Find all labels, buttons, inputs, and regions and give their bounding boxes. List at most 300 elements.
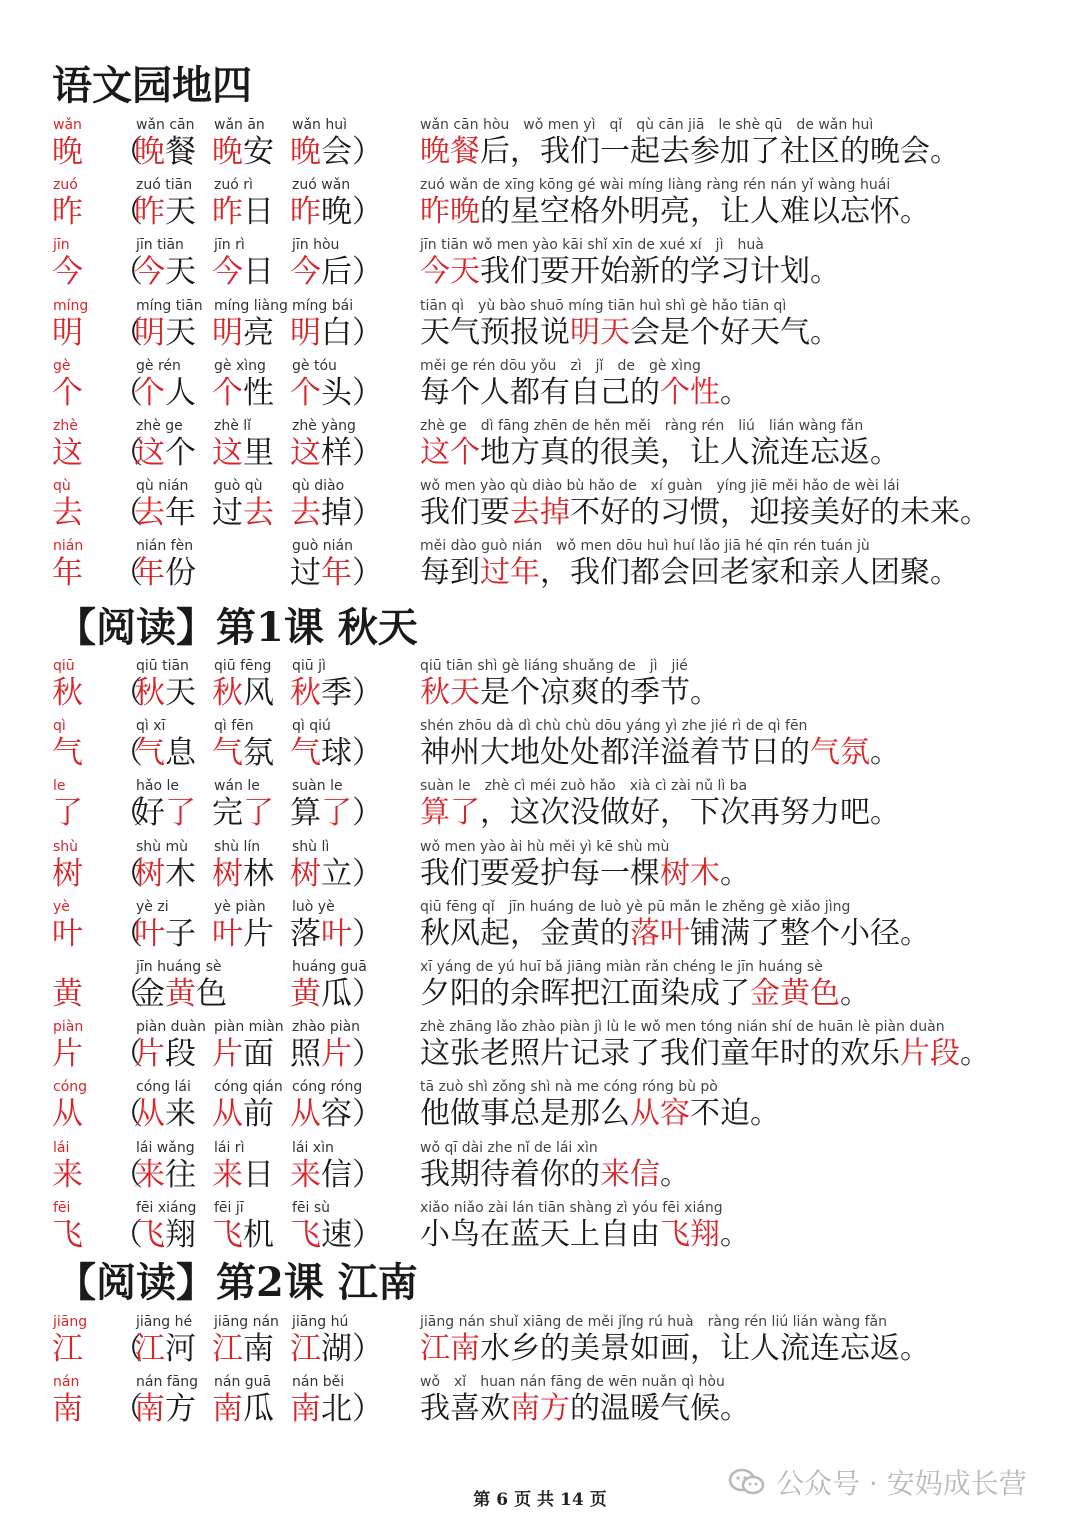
word-pinyin: jīn rì xyxy=(214,237,245,253)
close-paren: ） xyxy=(352,1217,383,1253)
example-sentence xyxy=(420,1327,930,1371)
word-pinyin: cóng róng xyxy=(292,1079,363,1095)
word-pinyin: jiāng nán xyxy=(214,1314,279,1330)
word-pinyin: wán le xyxy=(214,778,260,794)
word-pinyin: gè xìng xyxy=(214,358,266,374)
vocab-row xyxy=(0,717,1080,777)
target-character: 树 xyxy=(52,856,83,892)
word-pinyin: cóng lái xyxy=(136,1079,191,1095)
sentence-highlight: 树木 xyxy=(660,856,720,891)
close-paren: ） xyxy=(352,254,383,290)
sentence-highlight: 过年 xyxy=(480,555,540,590)
vocab-word: 个头 xyxy=(290,375,352,411)
target-character: 南 xyxy=(52,1391,83,1427)
word-pinyin: fēi sù xyxy=(292,1200,331,1216)
vocab-word: 去年 xyxy=(134,495,196,531)
vocab-word: 从前 xyxy=(212,1096,274,1132)
sentence-pinyin: wǎn cān hòu wǒ men yì qǐ qù cān jiā le shè qū de wǎn huì xyxy=(420,117,874,133)
example-sentence xyxy=(420,731,900,775)
vocab-word: 从容 xyxy=(290,1096,352,1132)
vocab-word: 江湖 xyxy=(290,1331,352,1367)
sentence-pinyin: zhè zhāng lǎo zhào piàn jì lù le wǒ men tóng nián shí de huān lè piàn duàn xyxy=(420,1019,945,1035)
close-paren: ） xyxy=(352,976,383,1012)
sentence-pinyin: zuó wǎn de xīng kōng gé wài míng liàng ràng rén nán yǐ wàng huái xyxy=(420,177,891,193)
open-paren: （ xyxy=(112,375,143,411)
vocab-word: 个性 xyxy=(212,375,274,411)
vocab-word: 气氛 xyxy=(212,735,274,771)
sentence-pinyin: qiū fēng qǐ jīn huáng de luò yè pū mǎn le zhěng gè xiǎo jìng xyxy=(420,899,851,915)
open-paren: （ xyxy=(112,194,143,230)
char-pinyin: lái xyxy=(53,1140,70,1156)
open-paren: （ xyxy=(112,134,143,170)
sentence-text: 。 xyxy=(660,1157,690,1192)
vocab-word: 片面 xyxy=(212,1036,274,1072)
char-pinyin: zuó xyxy=(53,177,78,193)
vocab-word: 南北 xyxy=(290,1391,352,1427)
vocab-row xyxy=(0,297,1080,357)
sentence-text: 夕阳的余晖把江面染成了 xyxy=(420,976,750,1011)
vocab-row xyxy=(0,1018,1080,1078)
close-paren: ） xyxy=(352,495,383,531)
vocab-word: 这里 xyxy=(212,435,274,471)
sentence-text: 小鸟在蓝天上自由 xyxy=(420,1217,660,1252)
target-character: 晚 xyxy=(52,134,83,170)
sentence-text: 的星空格外明亮，让人难以忘怀。 xyxy=(480,194,930,229)
word-pinyin: qiū tiān xyxy=(136,658,189,674)
open-paren: （ xyxy=(112,856,143,892)
word-pinyin: jiāng hú xyxy=(292,1314,349,1330)
example-sentence xyxy=(420,1213,750,1257)
vocab-word: 江河 xyxy=(134,1331,196,1367)
sentence-highlight: 今天 xyxy=(420,254,480,289)
sentence-pinyin: wǒ qī dài zhe nǐ de lái xìn xyxy=(420,1140,598,1156)
vocab-word: 来往 xyxy=(134,1157,196,1193)
vocab-word: 秋季 xyxy=(290,675,352,711)
word-pinyin: fēi xiáng xyxy=(136,1200,197,1216)
word-pinyin: hǎo le xyxy=(136,778,179,794)
target-character: 气 xyxy=(52,735,83,771)
vocab-word: 飞速 xyxy=(290,1217,352,1253)
char-pinyin: shù xyxy=(53,839,79,855)
vocab-row xyxy=(0,1313,1080,1373)
sentence-highlight: 这个 xyxy=(420,435,480,470)
vocab-word: 晚安 xyxy=(212,134,274,170)
sentence-text: ，这次没做好，下次再努力吧。 xyxy=(480,795,900,830)
vocab-word: 江南 xyxy=(212,1331,274,1367)
vocab-word: 气球 xyxy=(290,735,352,771)
char-pinyin: cóng xyxy=(53,1079,88,1095)
word-pinyin: jīn huáng sè xyxy=(136,959,222,975)
example-sentence xyxy=(420,250,840,294)
char-pinyin: yè xyxy=(53,899,70,915)
word-pinyin: jīn hòu xyxy=(292,237,340,253)
word-pinyin: zhè yàng xyxy=(292,418,356,434)
example-sentence xyxy=(420,1153,690,1197)
sentence-highlight: 去掉 xyxy=(510,495,570,530)
open-paren: （ xyxy=(112,1331,143,1367)
open-paren: （ xyxy=(112,1391,143,1427)
word-pinyin: nán běi xyxy=(292,1374,345,1390)
example-sentence xyxy=(420,431,900,475)
footer-page-number: 6 xyxy=(496,1490,509,1510)
open-paren: （ xyxy=(112,254,143,290)
section-title: 【阅读】第1课 秋天 xyxy=(56,604,418,651)
sentence-text: 水乡的美景如画，让人流连忘返。 xyxy=(480,1331,930,1366)
example-sentence xyxy=(420,371,750,415)
vocab-row xyxy=(0,657,1080,717)
vocab-word: 昨天 xyxy=(134,194,196,230)
vocab-word: 落叶 xyxy=(290,916,352,952)
sentence-highlight: 个性 xyxy=(660,375,720,410)
vocab-word: 来日 xyxy=(212,1157,274,1193)
close-paren: ） xyxy=(352,1391,383,1427)
vocab-word: 秋天 xyxy=(134,675,196,711)
footer-middle: 页 共 xyxy=(514,1490,555,1510)
sentence-pinyin: xiǎo niǎo zài lán tiān shàng zì yóu fēi xiáng xyxy=(420,1200,723,1216)
char-pinyin: fēi xyxy=(53,1200,71,1216)
word-pinyin: piàn duàn xyxy=(136,1019,206,1035)
vocab-word: 过年 xyxy=(290,555,352,591)
char-pinyin: jiāng xyxy=(53,1314,88,1330)
open-paren: （ xyxy=(112,495,143,531)
sentence-text: 我们要 xyxy=(420,495,510,530)
vocab-word: 个人 xyxy=(134,375,196,411)
vocab-row xyxy=(0,958,1080,1018)
vocab-word: 片段 xyxy=(134,1036,196,1072)
sentence-pinyin: suàn le zhè cì méi zuò hǎo xià cì zài nǔ lì ba xyxy=(420,778,748,794)
target-character: 个 xyxy=(52,375,83,411)
sentence-text: 秋风起，金黄的 xyxy=(420,916,630,951)
word-pinyin: wǎn cān xyxy=(136,117,195,133)
example-sentence xyxy=(420,491,990,535)
sentence-highlight: 金黄色 xyxy=(750,976,840,1011)
target-character: 片 xyxy=(52,1036,83,1072)
watermark-text: 公众号 · 安妈成长营 xyxy=(776,1467,1027,1500)
word-pinyin: zhào piàn xyxy=(292,1019,361,1035)
sentence-highlight: 昨晚 xyxy=(420,194,480,229)
sentence-pinyin: shén zhōu dà dì chù chù dōu yáng yì zhe jié rì de qì fēn xyxy=(420,718,808,734)
vocab-row xyxy=(0,838,1080,898)
sentence-highlight: 明天 xyxy=(570,315,630,350)
close-paren: ） xyxy=(352,134,383,170)
vocab-word: 算了 xyxy=(290,795,352,831)
vocab-row xyxy=(0,477,1080,537)
open-paren: （ xyxy=(112,435,143,471)
word-pinyin: cóng qián xyxy=(214,1079,283,1095)
word-pinyin: zuó tiān xyxy=(136,177,193,193)
word-pinyin: suàn le xyxy=(292,778,343,794)
target-character: 黄 xyxy=(52,976,83,1012)
sentence-text: 。 xyxy=(840,976,870,1011)
vocab-row xyxy=(0,236,1080,296)
target-character: 飞 xyxy=(52,1217,83,1253)
word-pinyin: qiū fēng xyxy=(214,658,272,674)
vocab-row xyxy=(0,1139,1080,1199)
vocab-word: 南方 xyxy=(134,1391,196,1427)
vocab-word: 昨晚 xyxy=(290,194,352,230)
target-character: 昨 xyxy=(52,194,83,230)
close-paren: ） xyxy=(352,1096,383,1132)
close-paren: ） xyxy=(352,555,383,591)
word-pinyin: nán fāng xyxy=(136,1374,199,1390)
sentence-pinyin: jīn tiān wǒ men yào kāi shǐ xīn de xué xí jì huà xyxy=(420,237,764,253)
section-title: 【阅读】第2课 江南 xyxy=(56,1259,418,1306)
vocab-word: 年份 xyxy=(134,555,196,591)
vocab-word: 今天 xyxy=(134,254,196,290)
page-heading: 语文园地四 xyxy=(52,62,252,109)
word-pinyin: jīn tiān xyxy=(136,237,184,253)
watermark xyxy=(728,1462,1027,1506)
sentence-highlight: 落叶 xyxy=(630,916,690,951)
word-pinyin: guò qù xyxy=(214,478,263,494)
close-paren: ） xyxy=(352,675,383,711)
word-pinyin: qì xī xyxy=(136,718,166,734)
vocab-word: 飞机 xyxy=(212,1217,274,1253)
vocab-row xyxy=(0,417,1080,477)
word-pinyin: qiū jì xyxy=(292,658,326,674)
sentence-highlight: 秋天 xyxy=(420,675,480,710)
word-pinyin: zuó rì xyxy=(214,177,253,193)
vocab-word: 气息 xyxy=(134,735,196,771)
open-paren: （ xyxy=(112,1217,143,1253)
vocab-word: 叶片 xyxy=(212,916,274,952)
word-pinyin: míng bái xyxy=(292,298,354,314)
close-paren: ） xyxy=(352,735,383,771)
word-pinyin: luò yè xyxy=(292,899,335,915)
vocab-word: 从来 xyxy=(134,1096,196,1132)
sentence-pinyin: zhè ge dì fāng zhēn de hěn měi ràng rén liú lián wàng fǎn xyxy=(420,418,864,434)
sentence-pinyin: měi ge rén dōu yǒu zì jǐ de gè xìng xyxy=(420,358,701,374)
sentence-text: 是个凉爽的季节。 xyxy=(480,675,720,710)
word-pinyin: shù mù xyxy=(136,839,189,855)
example-sentence xyxy=(420,1092,780,1136)
open-paren: （ xyxy=(112,555,143,591)
sentence-text: 天气预报说 xyxy=(420,315,570,350)
target-character: 了 xyxy=(52,795,83,831)
word-pinyin: míng tiān xyxy=(136,298,203,314)
vocab-row xyxy=(0,777,1080,837)
sentence-text: 后，我们一起去参加了社区的晚会。 xyxy=(480,134,960,169)
word-pinyin: zhè ge xyxy=(136,418,183,434)
word-pinyin: zhè lǐ xyxy=(214,418,252,434)
close-paren: ） xyxy=(352,916,383,952)
wechat-icon xyxy=(728,1467,766,1497)
sentence-text: 。 xyxy=(960,1036,990,1071)
word-pinyin: yè piàn xyxy=(214,899,266,915)
word-pinyin: nán guā xyxy=(214,1374,272,1390)
vocab-word: 这个 xyxy=(134,435,196,471)
example-sentence xyxy=(420,671,720,715)
vocab-row xyxy=(0,898,1080,958)
sentence-text: 会是个好天气。 xyxy=(630,315,840,350)
char-pinyin: qì xyxy=(53,718,66,734)
target-character: 江 xyxy=(52,1331,83,1367)
vocab-row xyxy=(0,176,1080,236)
close-paren: ） xyxy=(352,375,383,411)
sentence-highlight: 片段 xyxy=(900,1036,960,1071)
vocab-row xyxy=(0,1199,1080,1259)
vocab-word: 过去 xyxy=(212,495,274,531)
word-pinyin: zuó wǎn xyxy=(292,177,351,193)
close-paren: ） xyxy=(352,315,383,351)
vocab-row xyxy=(0,1078,1080,1138)
close-paren: ） xyxy=(352,194,383,230)
word-pinyin: wǎn ān xyxy=(214,117,265,133)
target-character: 年 xyxy=(52,555,83,591)
sentence-highlight: 来信 xyxy=(600,1157,660,1192)
close-paren: ） xyxy=(352,795,383,831)
example-sentence xyxy=(420,1032,990,1076)
vocab-word: 去掉 xyxy=(290,495,352,531)
sentence-text: 不好的习惯，迎接美好的未来。 xyxy=(570,495,990,530)
word-pinyin: lái xìn xyxy=(292,1140,334,1156)
close-paren: ） xyxy=(352,1331,383,1367)
example-sentence xyxy=(420,852,750,896)
word-pinyin: wǎn huì xyxy=(292,117,347,133)
sentence-pinyin: wǒ xǐ huan nán fāng de wēn nuǎn qì hòu xyxy=(420,1374,725,1390)
word-pinyin: huáng guā xyxy=(292,959,367,975)
sentence-text: 我们要爱护每一棵 xyxy=(420,856,660,891)
char-pinyin: jīn xyxy=(53,237,70,253)
word-pinyin: yè zi xyxy=(136,899,169,915)
vocab-word: 明亮 xyxy=(212,315,274,351)
sentence-text: ，我们都会回老家和亲人团聚。 xyxy=(540,555,960,590)
sentence-pinyin: měi dào guò nián wǒ men dōu huì huí lǎo jiā hé qīn rén tuán jù xyxy=(420,538,870,554)
open-paren: （ xyxy=(112,315,143,351)
sentence-text: 他做事总是那么 xyxy=(420,1096,630,1131)
close-paren: ） xyxy=(352,1036,383,1072)
vocab-word: 今日 xyxy=(212,254,274,290)
sentence-text: 。 xyxy=(720,856,750,891)
target-character: 今 xyxy=(52,254,83,290)
example-sentence xyxy=(420,972,870,1016)
char-pinyin: piàn xyxy=(53,1019,84,1035)
vocab-word: 这样 xyxy=(290,435,352,471)
vocab-word: 来信 xyxy=(290,1157,352,1193)
sentence-pinyin: xī yáng de yú huī bǎ jiāng miàn rǎn chéng le jīn huáng sè xyxy=(420,959,823,975)
sentence-pinyin: jiāng nán shuǐ xiāng de měi jǐng rú huà ràng rén liú lián wàng fǎn xyxy=(420,1314,887,1330)
open-paren: （ xyxy=(112,795,143,831)
vocab-word: 树木 xyxy=(134,856,196,892)
word-pinyin: lái rì xyxy=(214,1140,245,1156)
close-paren: ） xyxy=(352,435,383,471)
sentence-text: 每个人都有自己的 xyxy=(420,375,660,410)
vocab-word: 完了 xyxy=(212,795,274,831)
vocab-word: 昨日 xyxy=(212,194,274,230)
word-pinyin: shù lì xyxy=(292,839,330,855)
vocab-word: 今后 xyxy=(290,254,352,290)
open-paren: （ xyxy=(112,1096,143,1132)
word-pinyin: qì qiú xyxy=(292,718,331,734)
example-sentence xyxy=(420,311,840,355)
sentence-text: 这张老照片记录了我们童年时的欢乐 xyxy=(420,1036,900,1071)
word-pinyin: qì fēn xyxy=(214,718,254,734)
example-sentence xyxy=(420,912,930,956)
target-character: 这 xyxy=(52,435,83,471)
char-pinyin: le xyxy=(53,778,66,794)
sentence-pinyin: tā zuò shì zǒng shì nà me cóng róng bù pò xyxy=(420,1079,718,1095)
sentence-pinyin: wǒ men yào ài hù měi yì kē shù mù xyxy=(420,839,670,855)
sentence-highlight: 飞翔 xyxy=(660,1217,720,1252)
sentence-text: 每到 xyxy=(420,555,480,590)
open-paren: （ xyxy=(112,735,143,771)
word-pinyin: jiāng hé xyxy=(136,1314,193,1330)
char-pinyin: nán xyxy=(53,1374,80,1390)
word-pinyin: míng liàng xyxy=(214,298,288,314)
open-paren: （ xyxy=(112,976,143,1012)
vocab-word: 照片 xyxy=(290,1036,352,1072)
target-character: 从 xyxy=(52,1096,83,1132)
vocab-row xyxy=(0,1373,1080,1433)
vocab-word: 明白 xyxy=(290,315,352,351)
target-character: 叶 xyxy=(52,916,83,952)
vocab-word: 明天 xyxy=(134,315,196,351)
sentence-text: 。 xyxy=(720,1217,750,1252)
char-pinyin: míng xyxy=(53,298,89,314)
word-pinyin: piàn miàn xyxy=(214,1019,284,1035)
word-pinyin: shù lín xyxy=(214,839,261,855)
vocab-row xyxy=(0,116,1080,176)
open-paren: （ xyxy=(112,1036,143,1072)
vocab-word: 金黄色 xyxy=(134,976,227,1012)
sentence-text: 我们要开始新的学习计划。 xyxy=(480,254,840,289)
sentence-text: 地方真的很美，让人流连忘返。 xyxy=(480,435,900,470)
vocab-word: 秋风 xyxy=(212,675,274,711)
close-paren: ） xyxy=(352,1157,383,1193)
example-sentence xyxy=(420,791,900,835)
sentence-pinyin: tiān qì yù bào shuō míng tiān huì shì gè hǎo tiān qì xyxy=(420,298,787,314)
sentence-text: 神州大地处处都洋溢着节日的 xyxy=(420,735,810,770)
footer-total-pages: 14 xyxy=(560,1490,584,1510)
char-pinyin: wǎn xyxy=(53,117,82,133)
vocab-word: 晚餐 xyxy=(134,134,196,170)
word-pinyin: lái wǎng xyxy=(136,1140,195,1156)
example-sentence xyxy=(420,130,960,174)
sentence-text: 我期待着你的 xyxy=(420,1157,600,1192)
word-pinyin: gè rén xyxy=(136,358,181,374)
sentence-highlight: 江南 xyxy=(420,1331,480,1366)
char-pinyin: qù xyxy=(53,478,71,494)
sentence-pinyin: wǒ men yào qù diào bù hǎo de xí guàn yíng jiē měi hǎo de wèi lái xyxy=(420,478,900,494)
vocab-word: 南瓜 xyxy=(212,1391,274,1427)
word-pinyin: gè tóu xyxy=(292,358,337,374)
example-sentence xyxy=(420,190,930,234)
open-paren: （ xyxy=(112,1157,143,1193)
footer-prefix: 第 xyxy=(473,1490,491,1510)
vocab-word: 飞翔 xyxy=(134,1217,196,1253)
vocab-word: 树立 xyxy=(290,856,352,892)
word-pinyin: nián fèn xyxy=(136,538,194,554)
example-sentence xyxy=(420,1387,750,1431)
char-pinyin: zhè xyxy=(53,418,78,434)
open-paren: （ xyxy=(112,916,143,952)
target-character: 秋 xyxy=(52,675,83,711)
char-pinyin: qiū xyxy=(53,658,75,674)
sentence-highlight: 算了 xyxy=(420,795,480,830)
sentence-highlight: 南方 xyxy=(510,1391,570,1426)
target-character: 明 xyxy=(52,315,83,351)
char-pinyin: nián xyxy=(53,538,84,554)
open-paren: （ xyxy=(112,675,143,711)
word-pinyin: qù nián xyxy=(136,478,189,494)
word-pinyin: fēi jī xyxy=(214,1200,244,1216)
vocab-row xyxy=(0,537,1080,597)
sentence-text: 的温暖气候。 xyxy=(570,1391,750,1426)
sentence-text: 铺满了整个小径。 xyxy=(690,916,930,951)
sentence-highlight: 气氛 xyxy=(810,735,870,770)
close-paren: ） xyxy=(352,856,383,892)
target-character: 去 xyxy=(52,495,83,531)
